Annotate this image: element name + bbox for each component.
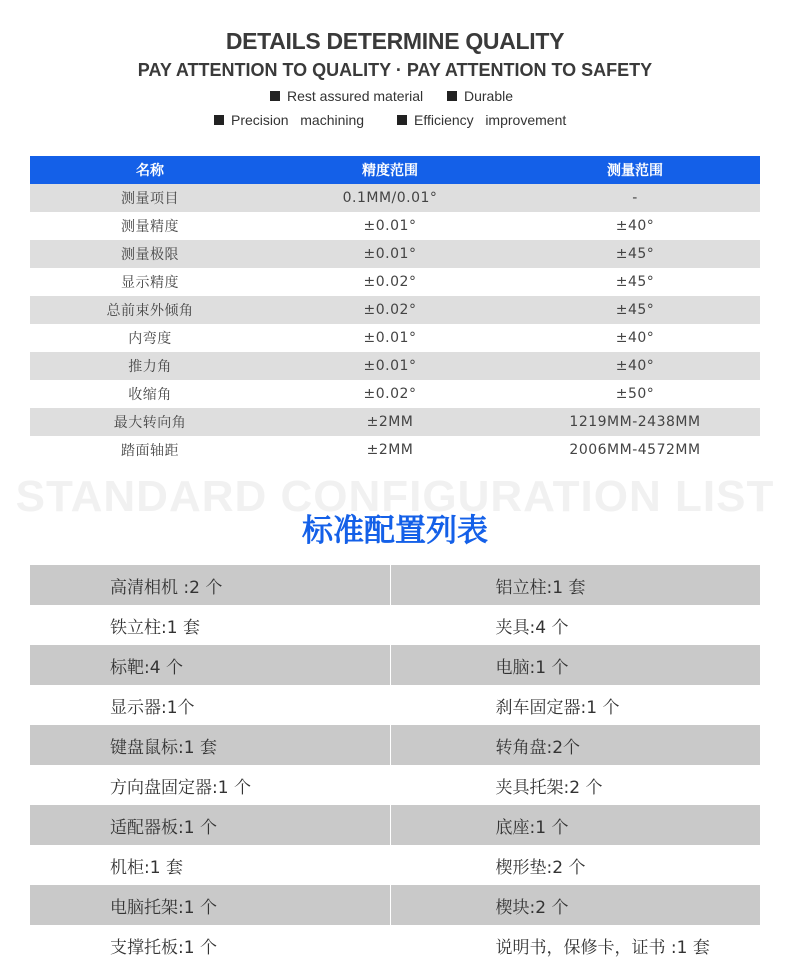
config-item-right: 底座:1 个 (390, 805, 760, 845)
cell-name: 收缩角 (30, 380, 270, 408)
cell-range: ±50° (510, 380, 760, 408)
list-item (30, 725, 760, 765)
spec-table (30, 156, 760, 464)
cell-accuracy: ±0.02° (270, 268, 510, 296)
config-item-right: 楔形垫:2 个 (390, 845, 760, 885)
table-row (30, 268, 760, 296)
table-row (30, 380, 760, 408)
watermark-text: STANDARD CONFIGURATION LIST (15, 472, 775, 521)
square-bullet-icon (270, 91, 280, 101)
cell-accuracy: 0.1MM/0.01° (270, 184, 510, 212)
feature-label: Precision machining (231, 112, 365, 128)
cell-range: ±40° (510, 324, 760, 352)
cell-name: 内弯度 (30, 324, 270, 352)
config-item-left: 标靶:4 个 (30, 645, 390, 685)
list-item (30, 765, 760, 805)
list-item (30, 845, 760, 885)
cell-accuracy: ±2MM (270, 436, 510, 464)
cell-range: - (510, 184, 760, 212)
cell-name: 显示精度 (30, 268, 270, 296)
config-item-left: 铁立柱:1 套 (30, 605, 390, 645)
cell-range: ±45° (510, 240, 760, 268)
config-item-right: 电脑:1 个 (390, 645, 760, 685)
table-row (30, 184, 760, 212)
config-section-title: 标准配置列表 (302, 513, 488, 549)
square-bullet-icon (397, 115, 407, 125)
cell-name: 测量极限 (30, 240, 270, 268)
cell-accuracy: ±2MM (270, 408, 510, 436)
cell-name: 最大转向角 (30, 408, 270, 436)
config-item-left: 适配器板:1 个 (30, 805, 390, 845)
square-bullet-icon (447, 91, 457, 101)
column-header-accuracy: 精度范围 (270, 156, 510, 184)
feature-label: Rest assured material (287, 88, 424, 104)
config-item-right: 楔块:2 个 (390, 885, 760, 925)
cell-name: 总前束外倾角 (30, 296, 270, 324)
config-item-right: 夹具:4 个 (390, 605, 760, 645)
table-row (30, 296, 760, 324)
cell-accuracy: ±0.02° (270, 380, 510, 408)
cell-accuracy: ±0.01° (270, 324, 510, 352)
table-row (30, 240, 760, 268)
config-item-left: 方向盘固定器:1 个 (30, 765, 390, 805)
config-item-left: 机柜:1 套 (30, 845, 390, 885)
config-item-left: 电脑托架:1 个 (30, 885, 390, 925)
feature-material (270, 88, 423, 104)
cell-accuracy: ±0.01° (270, 352, 510, 380)
cell-accuracy: ±0.01° (270, 240, 510, 268)
list-item (30, 805, 760, 845)
cell-name: 测量项目 (30, 184, 270, 212)
feature-label: Durable (464, 88, 514, 104)
config-item-right: 刹车固定器:1 个 (390, 685, 760, 725)
column-header-name: 名称 (30, 156, 270, 184)
list-item (30, 925, 760, 965)
cell-range: ±45° (510, 296, 760, 324)
cell-range: 2006MM-4572MM (510, 436, 760, 464)
cell-range: ±40° (510, 352, 760, 380)
config-item-left: 显示器:1个 (30, 685, 390, 725)
feature-efficiency (397, 112, 566, 128)
cell-name: 测量精度 (30, 212, 270, 240)
list-item (30, 605, 760, 645)
list-item (30, 565, 760, 605)
table-row (30, 408, 760, 436)
page-subtitle: PAY ATTENTION TO QUALITY · PAY ATTENTION TO SAFETY (137, 60, 653, 80)
table-row (30, 436, 760, 464)
column-header-range: 测量范围 (510, 156, 760, 184)
config-item-right: 转角盘:2个 (390, 725, 760, 765)
config-item-right: 铝立柱:1 套 (390, 565, 760, 605)
page-title: DETAILS DETERMINE QUALITY (225, 28, 565, 54)
cell-accuracy: ±0.01° (270, 212, 510, 240)
table-row (30, 212, 760, 240)
list-item (30, 885, 760, 925)
square-bullet-icon (214, 115, 224, 125)
cell-name: 踏面轴距 (30, 436, 270, 464)
cell-range: ±45° (510, 268, 760, 296)
list-item (30, 685, 760, 725)
cell-range: 1219MM-2438MM (510, 408, 760, 436)
feature-durable (447, 88, 513, 104)
feature-precision (214, 112, 364, 128)
list-item (30, 645, 760, 685)
table-row (30, 324, 760, 352)
config-item-right: 说明书，保修卡，证书 :1 套 (390, 925, 760, 965)
feature-label: Efficiency improvement (414, 112, 567, 128)
table-row (30, 352, 760, 380)
spec-table-header (30, 156, 760, 184)
config-item-left: 键盘鼠标:1 套 (30, 725, 390, 765)
config-table (30, 565, 760, 965)
cell-accuracy: ±0.02° (270, 296, 510, 324)
cell-range: ±40° (510, 212, 760, 240)
config-item-left: 高清相机 :2 个 (30, 565, 390, 605)
cell-name: 推力角 (30, 352, 270, 380)
config-item-left: 支撑托板:1 个 (30, 925, 390, 965)
config-item-right: 夹具托架:2 个 (390, 765, 760, 805)
